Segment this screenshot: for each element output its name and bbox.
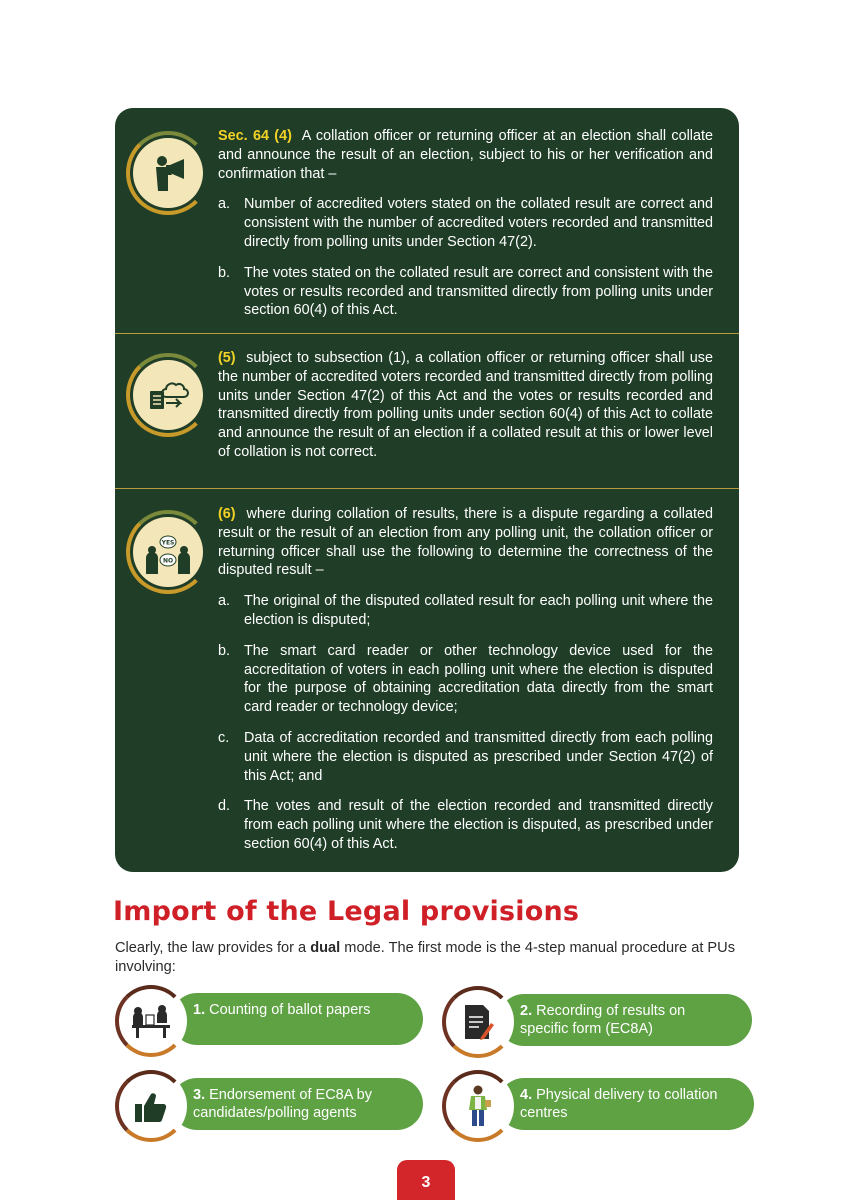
step-label — [498, 994, 752, 1046]
list-item — [218, 797, 713, 853]
section-64-6-text — [218, 505, 713, 854]
section-body: subject to subsection (1), a collation officer or returning officer shall use the number of accredited voters recorded and transmitted directly from polling units under Section 47(2) of this Act and the votes or results recorded and transmitted directly from polling units under section 60(4) of this Act to collate and announce the result of an election if a collated result at this or lower level of collation is not correct. — [218, 350, 714, 460]
list-letter: d. — [218, 798, 231, 815]
intro-before: Clearly, the law provides for a — [115, 940, 307, 956]
list-letter: a. — [218, 196, 231, 213]
section-divider — [115, 488, 739, 489]
step-number: 4. — [520, 1087, 533, 1103]
yes-label: YES — [161, 539, 175, 547]
section-64-5-text — [218, 349, 713, 462]
section-64-4-text — [218, 127, 713, 320]
list-item — [218, 264, 713, 320]
section-heading: Import of the Legal provisions — [113, 896, 580, 927]
megaphone-person-icon — [133, 138, 203, 208]
section-ref: (6) — [218, 506, 236, 522]
list-item — [218, 729, 713, 785]
thumbs-up-icon — [115, 1070, 187, 1142]
list-item-text: The votes and result of the election recorded and transmitted directly from each polling unit where the election is disputed, as prescribed under section 60(4) of this Act. — [244, 798, 713, 852]
list-item-text: The original of the disputed collated result for each polling unit where the election is disputed; — [244, 593, 713, 628]
list-item-text: The votes stated on the collated result are correct and consistent with the votes or results recorded and transmitted directly from polling units under section 60(4) of this Act. — [244, 264, 713, 319]
legal-provisions-box — [115, 108, 739, 872]
form-recording-icon — [442, 986, 514, 1058]
page-number: 3 — [397, 1160, 455, 1200]
step-card — [442, 994, 752, 1050]
cloud-transmission-icon — [133, 360, 203, 430]
list-item-text: Data of accreditation recorded and transmitted directly from each polling unit where the election is disputed as prescribed under Section 47(2) of this Act; and — [244, 729, 713, 784]
section-intro: where during collation of results, there is a dispute regarding a collated result or the result of an election from any polling unit, the collation officer or returning officer shall use the following to determine the correctness of the disputed result – — [218, 506, 714, 579]
list-letter: a. — [218, 593, 231, 610]
step-number: 3. — [193, 1087, 206, 1103]
section-ref: (5) — [218, 350, 236, 366]
list-item-text: The smart card reader or other technology device used for the accreditation of voters in each polling unit where the election is disputed for the purpose of obtaining accreditation data directly from the smart card reader or technology device; — [244, 642, 713, 716]
ballot-counting-icon — [115, 985, 187, 1057]
yes-no-dispute-icon — [133, 517, 203, 587]
list-item — [218, 642, 713, 717]
step-card — [115, 1078, 423, 1134]
list-letter: b. — [218, 264, 231, 281]
intro-paragraph — [115, 939, 745, 977]
list-letter: c. — [218, 729, 230, 746]
step-number: 1. — [193, 1002, 206, 1018]
step-label — [171, 993, 423, 1045]
list-item — [218, 592, 713, 630]
list-item — [218, 195, 713, 251]
step-label — [171, 1078, 423, 1130]
step-text: Physical delivery to collation centres — [520, 1087, 718, 1121]
step-label — [498, 1078, 754, 1130]
step-card — [115, 993, 423, 1049]
section-divider — [115, 333, 739, 334]
intro-after: mode. The first mode is the 4-step manual procedure at PUs involving: — [115, 940, 735, 975]
step-text: Endorsement of EC8A by candidates/polling agents — [193, 1087, 372, 1121]
section-ref: Sec. 64 (4) — [218, 128, 292, 144]
step-text: Recording of results on specific form (EC8A) — [520, 1003, 686, 1037]
no-label: NO — [162, 557, 174, 565]
step-text: Counting of ballot papers — [209, 1002, 371, 1018]
section-intro: A collation officer or returning officer at an election shall collate and announce the result of an election, subject to his or her verification and confirmation that – — [218, 128, 713, 182]
list-item-text: Number of accredited voters stated on the collated result are correct and consistent with the number of accredited voters recorded and transmitted directly from polling units under Section 47(2). — [244, 196, 713, 250]
intro-bold: dual — [310, 940, 341, 956]
list-letter: b. — [218, 642, 231, 659]
step-number: 2. — [520, 1003, 533, 1019]
delivery-person-icon — [442, 1070, 514, 1142]
step-card — [442, 1078, 754, 1134]
